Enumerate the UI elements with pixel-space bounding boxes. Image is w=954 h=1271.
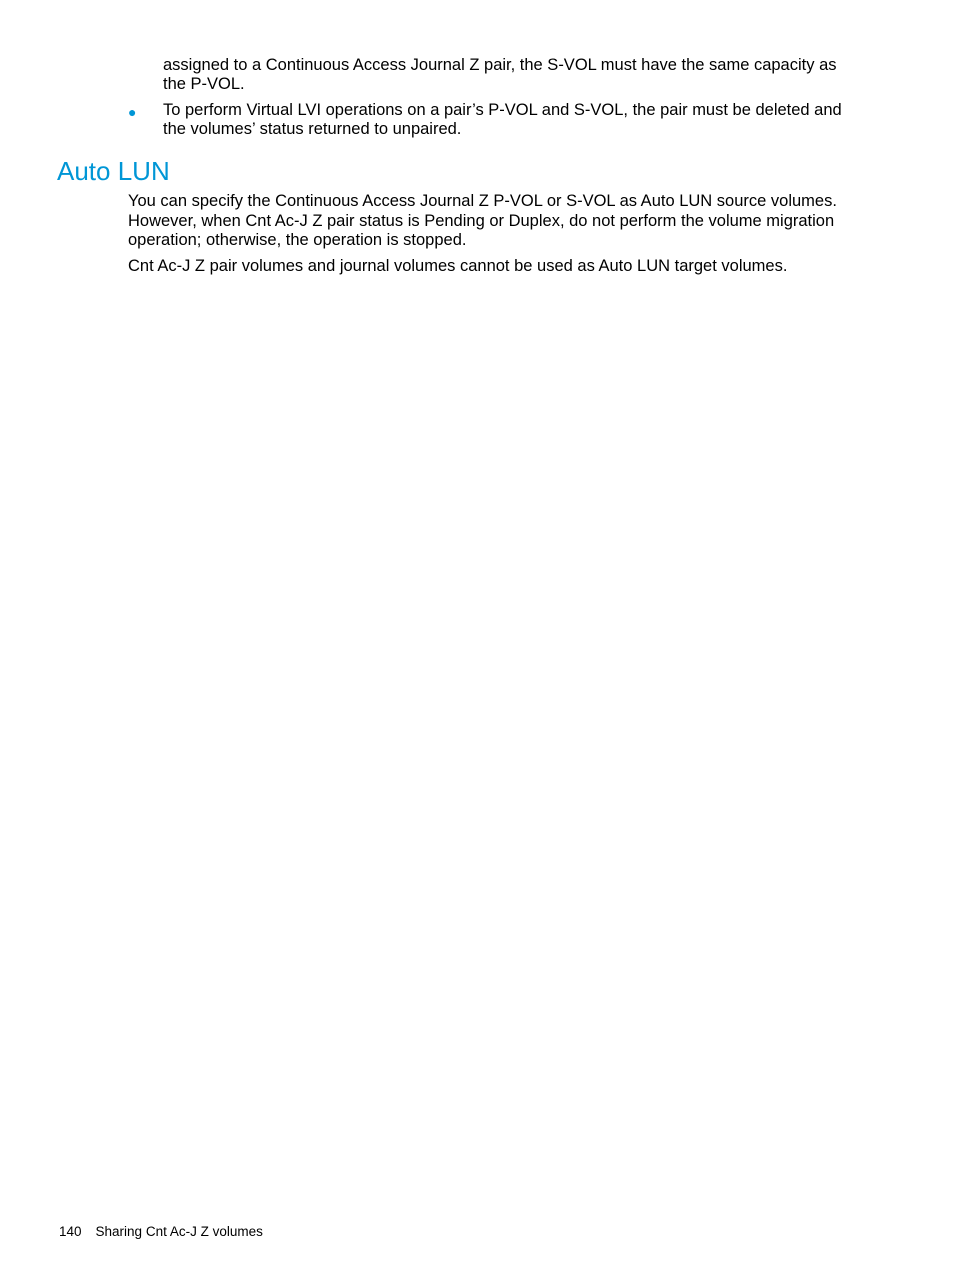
page-number: 140	[59, 1224, 82, 1239]
bullet-list	[128, 101, 868, 139]
section-heading: Auto LUN	[57, 156, 170, 186]
paragraph: Cnt Ac-J Z pair volumes and journal volumes cannot be used as Auto LUN target volumes.	[128, 257, 788, 275]
list-item-text: To perform Virtual LVI operations on a pair’s P-VOL and S-VOL, the pair must be deleted and the volumes’ status returned to unpaired.	[163, 101, 842, 138]
list-item	[128, 101, 868, 139]
page-footer	[59, 1223, 263, 1241]
paragraph: You can specify the Continuous Access Journal Z P-VOL or S-VOL as Auto LUN source volumes. However, when Cnt Ac-J Z pair status is Pending or Duplex, do not perform the volume migration operation; otherwise, the operation is stopped.	[128, 192, 837, 249]
continued-list-text: assigned to a Continuous Access Journal Z pair, the S-VOL must have the same capacity as the P-VOL.	[163, 56, 837, 93]
chapter-title: Sharing Cnt Ac-J Z volumes	[95, 1224, 263, 1239]
bullet-icon: ●	[128, 104, 137, 120]
